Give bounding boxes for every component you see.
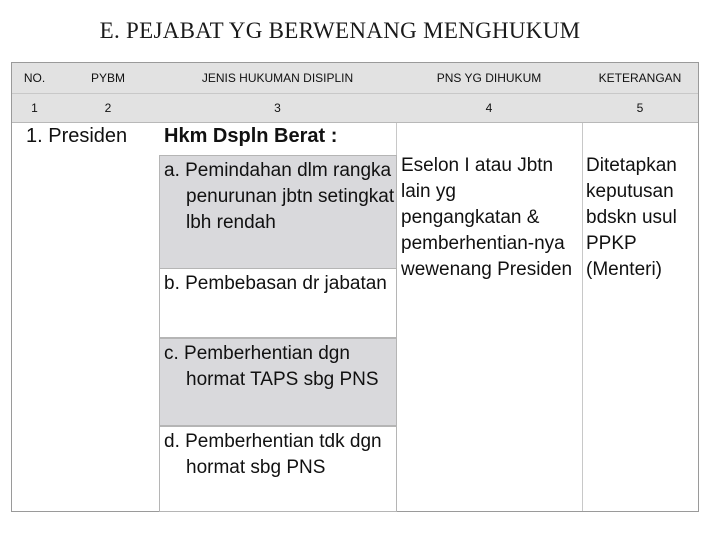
col-number-5: 5	[636, 101, 644, 115]
header-pybm: PYBM	[90, 71, 125, 85]
pybm-cell: 1. Presiden	[26, 125, 128, 147]
jenis-heading: Hkm Dspln Berat :	[164, 125, 338, 147]
hukuman-item-c-box	[159, 338, 397, 426]
table-number-row	[12, 94, 698, 123]
column-divider	[582, 123, 583, 511]
header-jenis-hukuman: JENIS HUKUMAN DISIPLIN	[201, 71, 354, 85]
header-keterangan: KETERANGAN	[598, 71, 682, 85]
header-no: NO.	[23, 71, 46, 85]
col-number-4: 4	[485, 101, 493, 115]
table-header-row	[12, 63, 698, 94]
hukuman-item-a: a. Pemindahan dlm rangka penurunan jbtn setingkat lbh rendah	[164, 160, 395, 233]
pns-dihukum-cell: Eselon I atau Jbtn lain yg pengangkatan & pemberhentian-nya wewenang Presiden	[401, 155, 573, 280]
hukuman-item-b: b. Pembebasan dr jabatan	[164, 273, 387, 294]
hukuman-item-d-box	[159, 426, 397, 512]
col-number-2: 2	[104, 101, 112, 115]
page-title: E. PEJABAT YG BERWENANG MENGHUKUM	[99, 18, 581, 43]
header-pns-dihukum: PNS YG DIHUKUM	[436, 71, 542, 85]
hukuman-item-a-box	[159, 155, 397, 269]
col-number-1: 1	[31, 101, 38, 115]
hukuman-item-d: d. Pemberhentian tdk dgn hormat sbg PNS	[164, 431, 382, 478]
hukuman-item-b-box	[159, 268, 397, 338]
keterangan-cell: Ditetapkan keputusan bdskn usul PPKP (Menteri)	[586, 155, 677, 280]
col-number-3: 3	[274, 101, 281, 115]
hukuman-item-c: c. Pemberhentian dgn hormat TAPS sbg PNS	[164, 343, 379, 390]
disciplinary-table	[11, 62, 699, 512]
